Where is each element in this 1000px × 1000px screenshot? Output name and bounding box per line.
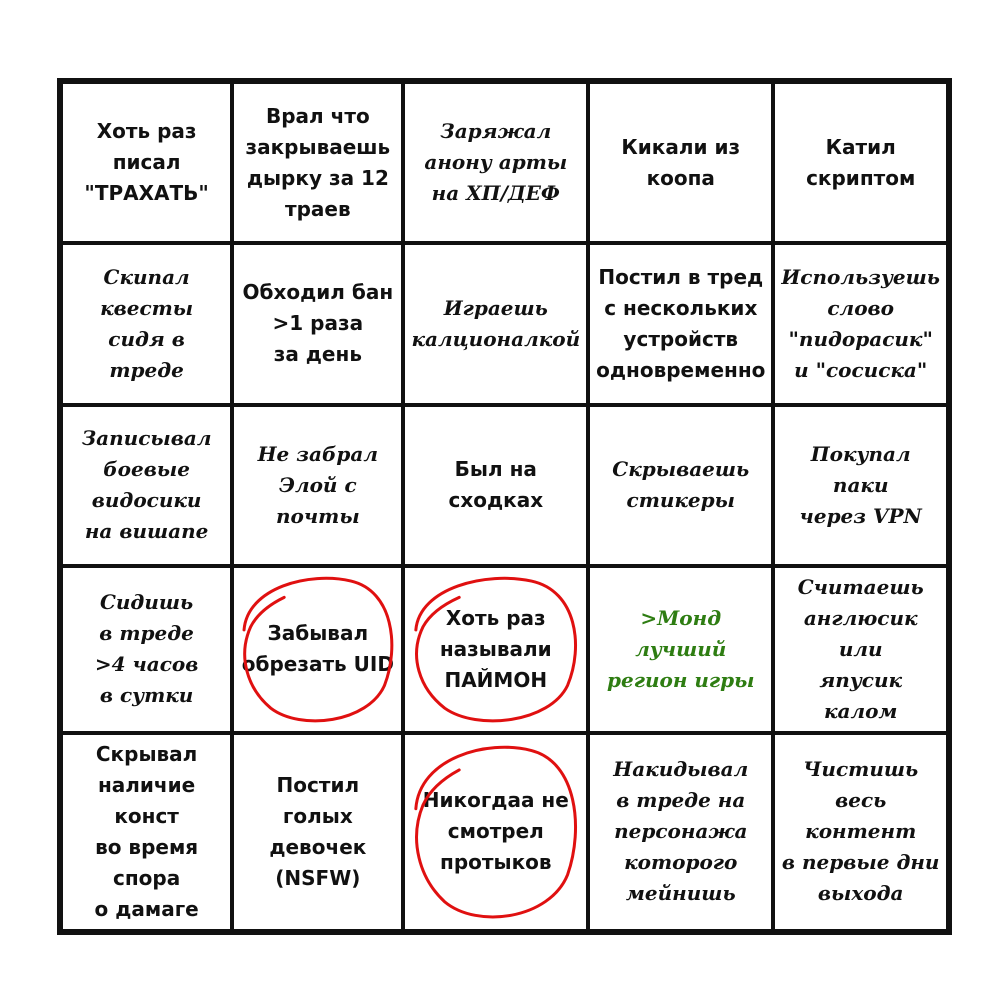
bingo-cell-text: Никогдаа не смотрел протыков [422,788,569,875]
bingo-cell-20[interactable] [773,566,948,733]
bingo-cell-22[interactable] [232,733,403,931]
bingo-cell-text: Хоть раз писал "ТРАХАТЬ" [84,119,209,206]
bingo-cell-17[interactable] [232,566,403,733]
bingo-cell-24[interactable] [588,733,773,931]
bingo-cell-9[interactable] [588,243,773,404]
bingo-cell-text: Сидишь в треде >4 часов в сутки [94,590,199,708]
bingo-cell-text: Врал что закрываешь дырку за 12 траев [245,103,391,221]
bingo-cell-7[interactable] [232,243,403,404]
bingo-cell-text: Катил скриптом [806,134,916,190]
bingo-cell-23[interactable] [403,733,588,931]
bingo-cell-15[interactable] [773,405,948,566]
bingo-cell-8[interactable] [403,243,588,404]
bingo-cell-text: Скрывал наличие конст во время спора о дамаге [94,741,199,921]
bingo-cell-12[interactable] [232,405,403,566]
bingo-cell-13[interactable] [403,405,588,566]
bingo-cell-5[interactable] [773,82,948,243]
bingo-cell-text: Накидывал в треде на персонажа которого мейнишь [613,757,749,906]
bingo-cell-16[interactable] [61,566,232,733]
bingo-cell-text: Считаешь англюсик или япусик калом [797,574,924,723]
bingo-cell-text: Был на сходках [448,457,544,513]
bingo-cell-6[interactable] [61,243,232,404]
bingo-cell-text: Кикали из коопа [621,134,741,190]
bingo-cell-14[interactable] [588,405,773,566]
bingo-cell-text: Скипал квесты сидя в треде [100,264,194,382]
bingo-cell-text: Покупал паки через VPN [799,441,922,528]
bingo-cell-11[interactable] [61,405,232,566]
bingo-cell-10[interactable] [773,243,948,404]
bingo-cell-text: Играешь калционалкой [411,295,581,351]
bingo-cell-text: Хоть раз называли ПАЙМОН [439,605,552,692]
bingo-cell-text: Забывал обрезать UID [241,621,394,677]
bingo-cell-text: Скрываешь стикеры [612,457,750,513]
bingo-cell-text: Заряжал анону арты на ХП/ДЕФ [424,119,568,206]
bingo-cell-2[interactable] [232,82,403,243]
bingo-board [57,78,952,935]
bingo-cell-text: Обходил бан >1 раза за день [242,280,394,367]
bingo-cell-text: Чистишь весь контент в первые дни выхода [781,757,940,906]
bingo-cell-19[interactable] [588,566,773,733]
bingo-cell-4[interactable] [588,82,773,243]
bingo-cell-text: Постил голых девочек (NSFW) [269,772,367,890]
bingo-cell-text: Не забрал Элой с почты [257,441,378,528]
bingo-cell-text: Записывал боевые видосики на вишапе [81,426,212,544]
bingo-cell-21[interactable] [61,733,232,931]
bingo-cell-text: Используешь слово "пидорасик" и "сосиска" [781,264,940,382]
bingo-cell-text: >Монд лучший регион игры [607,605,755,692]
bingo-cell-18[interactable] [403,566,588,733]
bingo-cell-1[interactable] [61,82,232,243]
bingo-cell-25[interactable] [773,733,948,931]
bingo-cell-text: Постил в тред с нескольких устройств одновременно [596,264,766,382]
bingo-cell-3[interactable] [403,82,588,243]
